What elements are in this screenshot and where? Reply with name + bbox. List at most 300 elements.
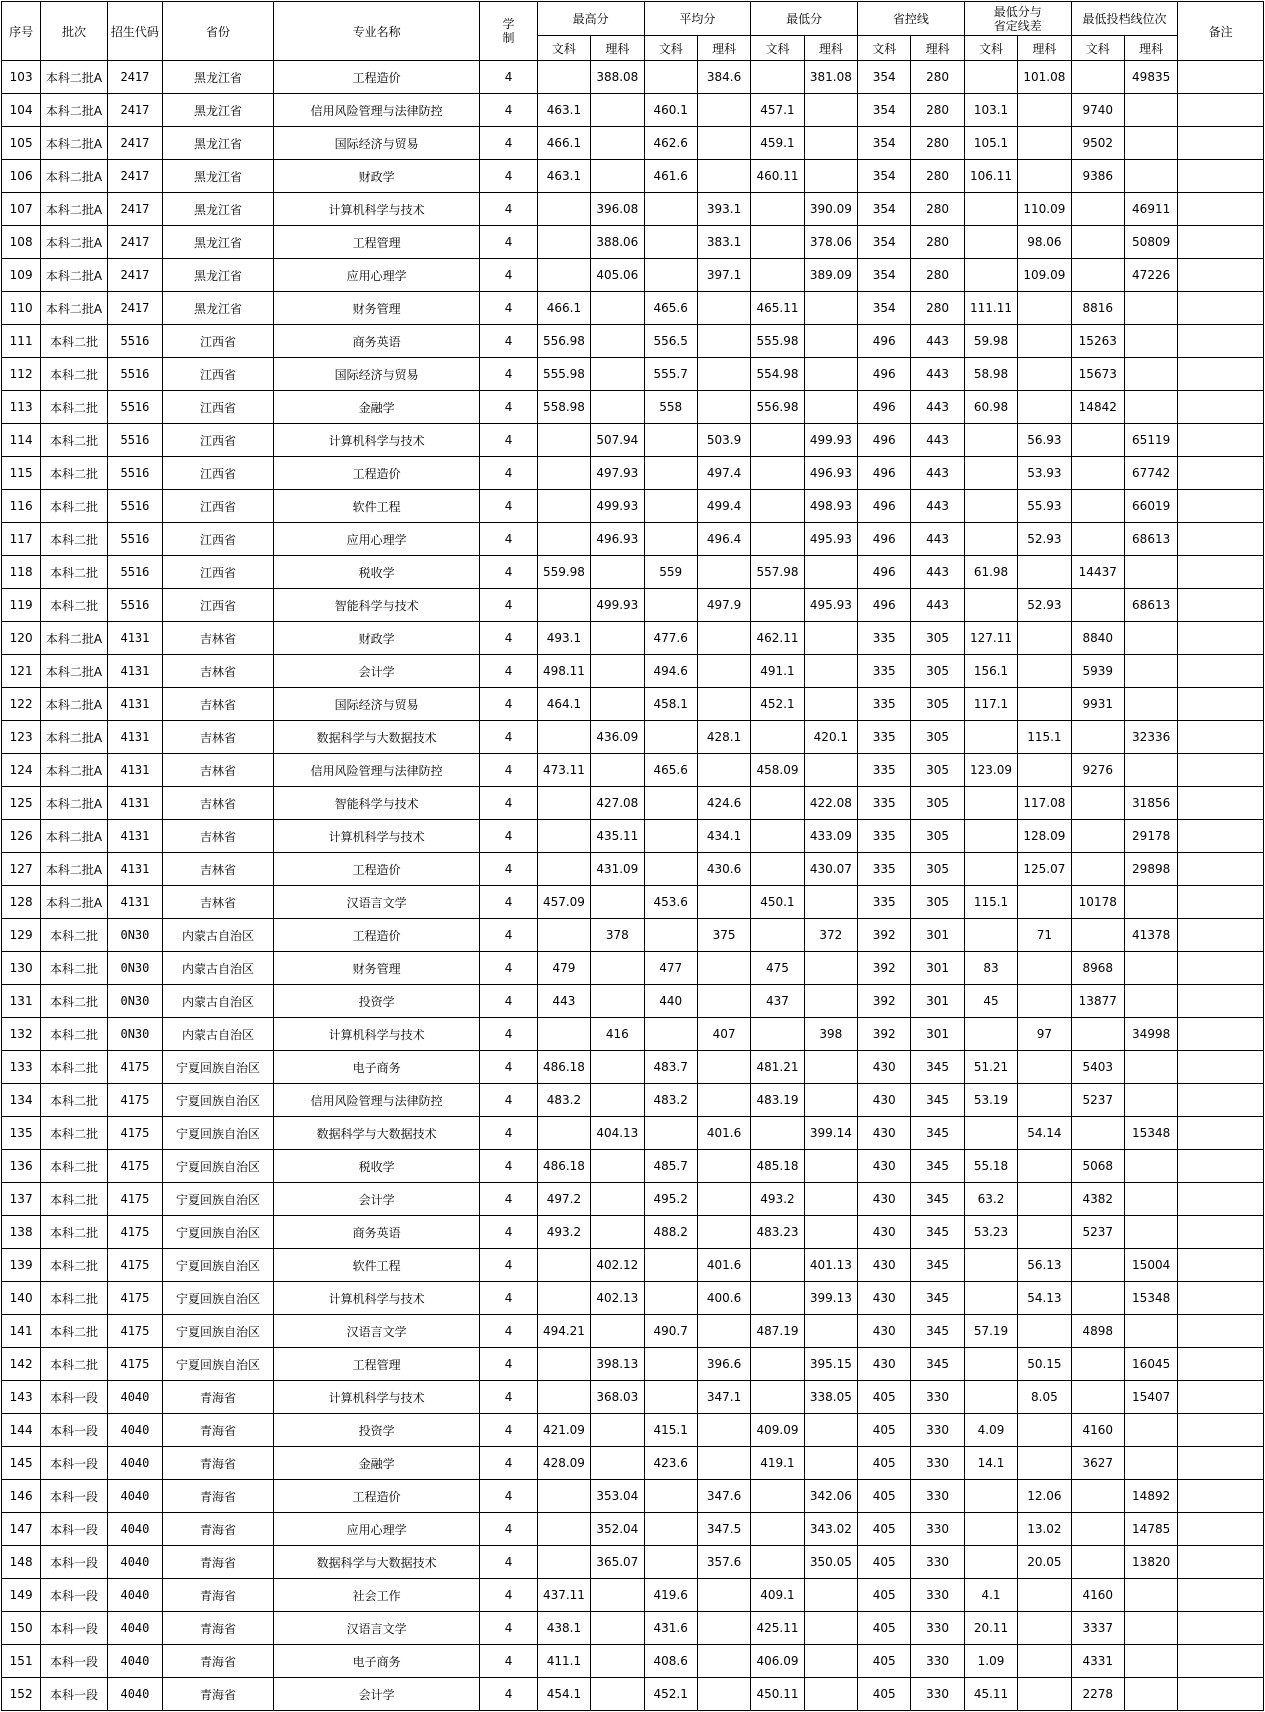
cell-min-li: [804, 1579, 857, 1612]
cell-seq: 136: [2, 1150, 41, 1183]
cell-diff-li: 98.06: [1018, 226, 1071, 259]
cell-avg-li: [697, 391, 750, 424]
cell-rank-li: [1124, 127, 1177, 160]
cell-avg-li: 357.6: [697, 1546, 750, 1579]
cell-diff-wen: 123.09: [964, 754, 1017, 787]
cell-ctrl-li: 345: [911, 1084, 964, 1117]
cell-note: [1178, 391, 1264, 424]
cell-seq: 104: [2, 94, 41, 127]
cell-ctrl-wen: 496: [858, 325, 911, 358]
cell-batch: 本科一段: [41, 1546, 107, 1579]
cell-avg-wen: [644, 424, 697, 457]
cell-avg-li: 424.6: [697, 787, 750, 820]
cell-major: 工程管理: [273, 1348, 479, 1381]
cell-seq: 132: [2, 1018, 41, 1051]
cell-code: 4040: [107, 1513, 162, 1546]
cell-avg-wen: 461.6: [644, 160, 697, 193]
cell-years: 4: [480, 820, 537, 853]
cell-ctrl-li: 280: [911, 94, 964, 127]
cell-ctrl-li: 280: [911, 226, 964, 259]
cell-max-wen: 457.09: [537, 886, 590, 919]
cell-ctrl-wen: 354: [858, 292, 911, 325]
cell-diff-wen: [964, 721, 1017, 754]
cell-ctrl-wen: 392: [858, 1018, 911, 1051]
cell-max-li: 507.94: [591, 424, 644, 457]
cell-ctrl-li: 280: [911, 259, 964, 292]
cell-province: 黑龙江省: [163, 259, 274, 292]
cell-max-li: [591, 556, 644, 589]
cell-min-li: 343.02: [804, 1513, 857, 1546]
cell-diff-li: [1018, 127, 1071, 160]
cell-rank-wen: [1071, 919, 1124, 952]
cell-rank-wen: [1071, 1381, 1124, 1414]
cell-max-li: [591, 1150, 644, 1183]
cell-avg-wen: [644, 853, 697, 886]
cell-diff-li: 53.93: [1018, 457, 1071, 490]
cell-note: [1178, 490, 1264, 523]
cell-rank-wen: 9386: [1071, 160, 1124, 193]
cell-max-li: [591, 1645, 644, 1678]
header-diff: [964, 2, 1071, 36]
cell-max-li: [591, 1612, 644, 1645]
cell-note: [1178, 853, 1264, 886]
cell-avg-wen: [644, 193, 697, 226]
cell-min-wen: 475: [751, 952, 804, 985]
cell-diff-li: [1018, 94, 1071, 127]
cell-code: 4040: [107, 1480, 162, 1513]
cell-max-li: 398.13: [591, 1348, 644, 1381]
cell-batch: 本科二批A: [41, 259, 107, 292]
cell-years: 4: [480, 1381, 537, 1414]
cell-years: 4: [480, 1414, 537, 1447]
table-row: [2, 1348, 1264, 1381]
cell-note: [1178, 1414, 1264, 1447]
cell-avg-wen: [644, 589, 697, 622]
cell-province: 宁夏回族自治区: [163, 1315, 274, 1348]
cell-rank-wen: 8840: [1071, 622, 1124, 655]
cell-max-li: 499.93: [591, 589, 644, 622]
cell-note: [1178, 721, 1264, 754]
cell-ctrl-wen: 335: [858, 721, 911, 754]
cell-code: 2417: [107, 259, 162, 292]
cell-diff-li: 20.05: [1018, 1546, 1071, 1579]
cell-diff-wen: [964, 523, 1017, 556]
cell-max-wen: 559.98: [537, 556, 590, 589]
cell-min-wen: [751, 490, 804, 523]
cell-rank-li: 67742: [1124, 457, 1177, 490]
cell-seq: 118: [2, 556, 41, 589]
cell-max-wen: [537, 424, 590, 457]
cell-diff-wen: [964, 490, 1017, 523]
cell-min-wen: 491.1: [751, 655, 804, 688]
cell-avg-wen: [644, 1249, 697, 1282]
cell-avg-li: [697, 1051, 750, 1084]
cell-min-li: [804, 1315, 857, 1348]
cell-diff-wen: 4.09: [964, 1414, 1017, 1447]
cell-years: 4: [480, 886, 537, 919]
header-note: 备注: [1178, 2, 1264, 61]
cell-avg-wen: [644, 457, 697, 490]
cell-major: 工程造价: [273, 919, 479, 952]
cell-diff-li: [1018, 754, 1071, 787]
cell-min-li: 399.13: [804, 1282, 857, 1315]
cell-major: 汉语言文学: [273, 1315, 479, 1348]
cell-seq: 130: [2, 952, 41, 985]
cell-diff-wen: 53.23: [964, 1216, 1017, 1249]
cell-ctrl-li: 330: [911, 1579, 964, 1612]
cell-diff-li: [1018, 1183, 1071, 1216]
cell-code: 5516: [107, 391, 162, 424]
header-avg: 平均分: [644, 2, 751, 36]
cell-min-wen: 493.2: [751, 1183, 804, 1216]
cell-province: 宁夏回族自治区: [163, 1183, 274, 1216]
cell-max-wen: 463.1: [537, 160, 590, 193]
cell-code: 4131: [107, 754, 162, 787]
cell-diff-li: [1018, 1315, 1071, 1348]
cell-rank-li: 65119: [1124, 424, 1177, 457]
cell-province: 宁夏回族自治区: [163, 1051, 274, 1084]
cell-major: 计算机科学与技术: [273, 1282, 479, 1315]
cell-seq: 129: [2, 919, 41, 952]
cell-note: [1178, 1381, 1264, 1414]
cell-years: 4: [480, 1315, 537, 1348]
cell-province: 黑龙江省: [163, 94, 274, 127]
cell-code: 4040: [107, 1546, 162, 1579]
cell-note: [1178, 1084, 1264, 1117]
cell-major: 工程造价: [273, 1480, 479, 1513]
cell-rank-wen: [1071, 1282, 1124, 1315]
cell-rank-li: [1124, 952, 1177, 985]
table-row: [2, 292, 1264, 325]
cell-rank-li: [1124, 754, 1177, 787]
cell-province: 江西省: [163, 325, 274, 358]
cell-diff-li: 13.02: [1018, 1513, 1071, 1546]
cell-avg-li: 375: [697, 919, 750, 952]
cell-note: [1178, 226, 1264, 259]
cell-code: 5516: [107, 589, 162, 622]
cell-code: 4175: [107, 1315, 162, 1348]
cell-max-li: 496.93: [591, 523, 644, 556]
cell-major: 商务英语: [273, 1216, 479, 1249]
cell-rank-li: [1124, 160, 1177, 193]
cell-ctrl-li: 345: [911, 1117, 964, 1150]
cell-note: [1178, 1315, 1264, 1348]
cell-note: [1178, 1612, 1264, 1645]
cell-min-wen: [751, 457, 804, 490]
cell-min-li: [804, 325, 857, 358]
cell-avg-wen: 490.7: [644, 1315, 697, 1348]
cell-rank-wen: 5237: [1071, 1084, 1124, 1117]
table-row: [2, 259, 1264, 292]
header-batch: 批次: [41, 2, 107, 61]
cell-ctrl-wen: 496: [858, 589, 911, 622]
cell-note: [1178, 1645, 1264, 1678]
cell-code: 4175: [107, 1117, 162, 1150]
cell-diff-li: 12.06: [1018, 1480, 1071, 1513]
cell-min-wen: 406.09: [751, 1645, 804, 1678]
cell-min-li: [804, 655, 857, 688]
cell-seq: 120: [2, 622, 41, 655]
cell-avg-li: [697, 754, 750, 787]
cell-years: 4: [480, 853, 537, 886]
subheader-li: 理科: [804, 36, 857, 61]
cell-ctrl-wen: 496: [858, 556, 911, 589]
subheader-li: 理科: [591, 36, 644, 61]
cell-max-li: [591, 1678, 644, 1711]
cell-min-wen: [751, 61, 804, 94]
cell-seq: 107: [2, 193, 41, 226]
cell-min-li: [804, 886, 857, 919]
cell-province: 宁夏回族自治区: [163, 1117, 274, 1150]
cell-rank-wen: [1071, 226, 1124, 259]
table-row: [2, 490, 1264, 523]
cell-major: 金融学: [273, 1447, 479, 1480]
cell-rank-wen: 4160: [1071, 1414, 1124, 1447]
cell-avg-wen: 485.7: [644, 1150, 697, 1183]
cell-diff-li: [1018, 886, 1071, 919]
cell-max-li: [591, 1216, 644, 1249]
cell-avg-li: [697, 1084, 750, 1117]
cell-max-li: 416: [591, 1018, 644, 1051]
cell-code: 4175: [107, 1249, 162, 1282]
cell-diff-wen: 51.21: [964, 1051, 1017, 1084]
cell-note: [1178, 985, 1264, 1018]
cell-rank-li: [1124, 1612, 1177, 1645]
cell-min-wen: [751, 259, 804, 292]
cell-diff-li: 8.05: [1018, 1381, 1071, 1414]
cell-min-li: [804, 1414, 857, 1447]
cell-max-wen: 493.1: [537, 622, 590, 655]
cell-diff-wen: [964, 424, 1017, 457]
cell-avg-wen: 415.1: [644, 1414, 697, 1447]
cell-code: 4175: [107, 1150, 162, 1183]
cell-min-wen: 556.98: [751, 391, 804, 424]
cell-rank-wen: 5237: [1071, 1216, 1124, 1249]
cell-min-li: 430.07: [804, 853, 857, 886]
cell-max-wen: [537, 259, 590, 292]
cell-seq: 139: [2, 1249, 41, 1282]
cell-diff-wen: 4.1: [964, 1579, 1017, 1612]
header-rank: 最低投档线位次: [1071, 2, 1178, 36]
cell-min-wen: 437: [751, 985, 804, 1018]
cell-seq: 145: [2, 1447, 41, 1480]
cell-ctrl-wen: 335: [858, 853, 911, 886]
cell-ctrl-wen: 405: [858, 1381, 911, 1414]
cell-seq: 115: [2, 457, 41, 490]
cell-diff-li: [1018, 1051, 1071, 1084]
cell-rank-li: [1124, 1447, 1177, 1480]
cell-diff-wen: [964, 919, 1017, 952]
cell-diff-li: [1018, 985, 1071, 1018]
cell-batch: 本科二批A: [41, 820, 107, 853]
cell-max-wen: 411.1: [537, 1645, 590, 1678]
table-row: [2, 886, 1264, 919]
cell-years: 4: [480, 1678, 537, 1711]
cell-seq: 123: [2, 721, 41, 754]
cell-seq: 141: [2, 1315, 41, 1348]
header-code: 招生代码: [107, 2, 162, 61]
cell-years: 4: [480, 523, 537, 556]
cell-min-li: 395.15: [804, 1348, 857, 1381]
cell-code: 0N30: [107, 1018, 162, 1051]
cell-avg-wen: [644, 523, 697, 556]
cell-rank-li: 47226: [1124, 259, 1177, 292]
cell-rank-wen: 10178: [1071, 886, 1124, 919]
cell-min-li: 389.09: [804, 259, 857, 292]
cell-ctrl-wen: 405: [858, 1612, 911, 1645]
cell-avg-wen: [644, 919, 697, 952]
cell-diff-wen: 60.98: [964, 391, 1017, 424]
cell-ctrl-wen: 392: [858, 919, 911, 952]
cell-ctrl-wen: 354: [858, 226, 911, 259]
cell-note: [1178, 358, 1264, 391]
cell-diff-li: [1018, 358, 1071, 391]
cell-min-wen: [751, 1282, 804, 1315]
cell-rank-wen: [1071, 61, 1124, 94]
cell-rank-wen: [1071, 259, 1124, 292]
cell-min-wen: 465.11: [751, 292, 804, 325]
cell-major: 信用风险管理与法律防控: [273, 94, 479, 127]
cell-batch: 本科一段: [41, 1381, 107, 1414]
cell-max-wen: [537, 1282, 590, 1315]
cell-ctrl-li: 330: [911, 1381, 964, 1414]
cell-seq: 146: [2, 1480, 41, 1513]
cell-rank-wen: 5939: [1071, 655, 1124, 688]
cell-province: 吉林省: [163, 655, 274, 688]
cell-ctrl-li: 443: [911, 325, 964, 358]
cell-avg-wen: 423.6: [644, 1447, 697, 1480]
cell-min-li: [804, 94, 857, 127]
cell-max-li: [591, 1447, 644, 1480]
cell-batch: 本科二批: [41, 952, 107, 985]
cell-min-li: 338.05: [804, 1381, 857, 1414]
cell-ctrl-wen: 430: [858, 1183, 911, 1216]
cell-diff-wen: 117.1: [964, 688, 1017, 721]
cell-diff-wen: 127.11: [964, 622, 1017, 655]
cell-min-wen: [751, 919, 804, 952]
cell-seq: 134: [2, 1084, 41, 1117]
cell-min-li: [804, 358, 857, 391]
cell-max-li: 388.08: [591, 61, 644, 94]
table-row: [2, 1414, 1264, 1447]
cell-code: 4175: [107, 1084, 162, 1117]
cell-diff-li: 55.93: [1018, 490, 1071, 523]
cell-batch: 本科二批: [41, 358, 107, 391]
cell-avg-wen: 495.2: [644, 1183, 697, 1216]
cell-min-li: 495.93: [804, 589, 857, 622]
cell-note: [1178, 1282, 1264, 1315]
cell-note: [1178, 1249, 1264, 1282]
cell-min-wen: 458.09: [751, 754, 804, 787]
cell-code: 4131: [107, 688, 162, 721]
cell-rank-li: [1124, 1150, 1177, 1183]
cell-min-li: 499.93: [804, 424, 857, 457]
table-row: [2, 61, 1264, 94]
cell-code: 4175: [107, 1348, 162, 1381]
cell-province: 江西省: [163, 556, 274, 589]
cell-years: 4: [480, 919, 537, 952]
cell-rank-wen: 13877: [1071, 985, 1124, 1018]
cell-code: 4175: [107, 1216, 162, 1249]
table-row: [2, 1579, 1264, 1612]
cell-province: 青海省: [163, 1579, 274, 1612]
cell-province: 江西省: [163, 391, 274, 424]
cell-ctrl-li: 345: [911, 1216, 964, 1249]
cell-min-wen: 460.11: [751, 160, 804, 193]
cell-note: [1178, 523, 1264, 556]
cell-code: 4040: [107, 1381, 162, 1414]
cell-ctrl-li: 305: [911, 820, 964, 853]
cell-seq: 138: [2, 1216, 41, 1249]
cell-years: 4: [480, 952, 537, 985]
cell-max-li: 405.06: [591, 259, 644, 292]
cell-ctrl-wen: 430: [858, 1282, 911, 1315]
table-row: [2, 985, 1264, 1018]
table-row: [2, 1018, 1264, 1051]
cell-ctrl-wen: 496: [858, 424, 911, 457]
cell-max-li: 353.04: [591, 1480, 644, 1513]
cell-avg-li: [697, 952, 750, 985]
cell-ctrl-wen: 405: [858, 1414, 911, 1447]
cell-avg-wen: 453.6: [644, 886, 697, 919]
cell-min-li: [804, 1183, 857, 1216]
cell-diff-wen: [964, 259, 1017, 292]
header-diff-line1: 最低分与: [993, 4, 1042, 19]
cell-batch: 本科二批A: [41, 655, 107, 688]
cell-rank-li: 15348: [1124, 1282, 1177, 1315]
cell-diff-wen: [964, 853, 1017, 886]
cell-avg-li: 383.1: [697, 226, 750, 259]
table-row: [2, 1150, 1264, 1183]
cell-diff-li: 115.1: [1018, 721, 1071, 754]
cell-years: 4: [480, 622, 537, 655]
cell-batch: 本科二批: [41, 457, 107, 490]
cell-years: 4: [480, 1084, 537, 1117]
table-row: [2, 1678, 1264, 1711]
cell-major: 财务管理: [273, 292, 479, 325]
cell-diff-li: [1018, 1084, 1071, 1117]
cell-diff-wen: [964, 787, 1017, 820]
cell-max-wen: 556.98: [537, 325, 590, 358]
cell-avg-wen: [644, 226, 697, 259]
cell-batch: 本科二批: [41, 556, 107, 589]
cell-province: 青海省: [163, 1381, 274, 1414]
cell-seq: 148: [2, 1546, 41, 1579]
cell-batch: 本科一段: [41, 1480, 107, 1513]
cell-note: [1178, 919, 1264, 952]
cell-diff-wen: 61.98: [964, 556, 1017, 589]
cell-avg-wen: 460.1: [644, 94, 697, 127]
cell-max-li: 402.12: [591, 1249, 644, 1282]
cell-min-wen: [751, 1381, 804, 1414]
cell-province: 江西省: [163, 490, 274, 523]
cell-max-li: [591, 358, 644, 391]
cell-rank-li: 16045: [1124, 1348, 1177, 1381]
cell-ctrl-li: 330: [911, 1513, 964, 1546]
cell-max-li: 388.06: [591, 226, 644, 259]
cell-seq: 150: [2, 1612, 41, 1645]
cell-ctrl-li: 443: [911, 424, 964, 457]
cell-diff-wen: 20.11: [964, 1612, 1017, 1645]
cell-avg-wen: [644, 1513, 697, 1546]
cell-major: 计算机科学与技术: [273, 424, 479, 457]
cell-avg-li: [697, 160, 750, 193]
cell-code: 4131: [107, 820, 162, 853]
cell-max-wen: [537, 457, 590, 490]
admission-scores-table: [1, 1, 1264, 1711]
cell-code: 4040: [107, 1645, 162, 1678]
cell-code: 4175: [107, 1183, 162, 1216]
